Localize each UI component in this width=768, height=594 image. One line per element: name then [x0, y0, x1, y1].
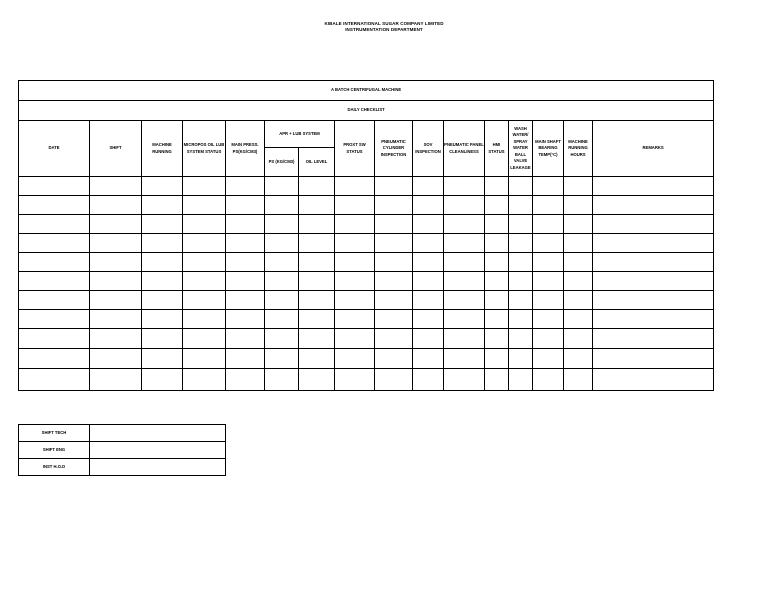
- table-cell[interactable]: [265, 215, 299, 234]
- table-cell[interactable]: [142, 234, 183, 253]
- table-cell[interactable]: [299, 369, 335, 391]
- table-cell[interactable]: [509, 272, 533, 291]
- table-cell[interactable]: [335, 215, 375, 234]
- table-cell[interactable]: [19, 291, 90, 310]
- table-cell[interactable]: [485, 329, 509, 349]
- table-cell[interactable]: [183, 177, 226, 196]
- table-cell[interactable]: [265, 369, 299, 391]
- table-cell[interactable]: [299, 234, 335, 253]
- table-cell[interactable]: [142, 253, 183, 272]
- table-cell[interactable]: [19, 272, 90, 291]
- signoff-table: [18, 424, 226, 476]
- table-cell[interactable]: [90, 310, 142, 329]
- table-cell[interactable]: [375, 177, 413, 196]
- inst-hod-signature-cell[interactable]: [90, 459, 226, 476]
- table-cell[interactable]: [19, 329, 90, 349]
- table-cell[interactable]: [564, 310, 593, 329]
- table-row: [19, 177, 714, 196]
- table-cell[interactable]: [413, 369, 444, 391]
- table-cell[interactable]: [90, 272, 142, 291]
- table-cell[interactable]: [375, 369, 413, 391]
- table-cell[interactable]: [265, 310, 299, 329]
- table-cell[interactable]: [142, 291, 183, 310]
- table-row: [19, 234, 714, 253]
- table-cell[interactable]: [226, 310, 265, 329]
- department-title: INSTRUMENTATION DEPARTMENT: [345, 27, 423, 32]
- table-cell[interactable]: [335, 177, 375, 196]
- table-cell[interactable]: [335, 291, 375, 310]
- table-cell[interactable]: [564, 369, 593, 391]
- table-cell[interactable]: [485, 291, 509, 310]
- table-cell[interactable]: [509, 329, 533, 349]
- col-micropos-oil-lub: MICROPOS OIL LUB SYSTEM STATUS: [183, 121, 226, 177]
- table-cell[interactable]: [509, 369, 533, 391]
- table-cell[interactable]: [299, 310, 335, 329]
- table-cell[interactable]: [444, 369, 485, 391]
- table-cell[interactable]: [19, 215, 90, 234]
- table-cell[interactable]: [593, 329, 714, 349]
- table-cell[interactable]: [265, 234, 299, 253]
- table-cell[interactable]: [226, 215, 265, 234]
- table-cell[interactable]: [335, 196, 375, 215]
- table-cell[interactable]: [19, 349, 90, 369]
- table-cell[interactable]: [485, 349, 509, 369]
- table-cell[interactable]: [142, 215, 183, 234]
- table-cell[interactable]: [265, 196, 299, 215]
- table-cell[interactable]: [183, 253, 226, 272]
- table-cell[interactable]: [265, 329, 299, 349]
- table-cell[interactable]: [19, 234, 90, 253]
- table-cell[interactable]: [335, 369, 375, 391]
- table-cell[interactable]: [375, 234, 413, 253]
- shift-eng-label: SHIFT ENG: [19, 442, 90, 459]
- table-cell[interactable]: [265, 291, 299, 310]
- table-cell[interactable]: [226, 291, 265, 310]
- table-cell[interactable]: [90, 329, 142, 349]
- table-cell[interactable]: [183, 329, 226, 349]
- table-cell[interactable]: [509, 253, 533, 272]
- table-cell[interactable]: [533, 329, 564, 349]
- table-row: [19, 215, 714, 234]
- table-cell[interactable]: [509, 291, 533, 310]
- table-cell[interactable]: [265, 177, 299, 196]
- table-cell[interactable]: [375, 349, 413, 369]
- table-cell[interactable]: [509, 310, 533, 329]
- table-cell[interactable]: [375, 196, 413, 215]
- col-main-press: MAIN PRESS. PS(KG/CM3): [226, 121, 265, 177]
- table-cell[interactable]: [564, 349, 593, 369]
- table-cell[interactable]: [226, 369, 265, 391]
- table-cell[interactable]: [142, 329, 183, 349]
- col-main-shaft-temp: MAIN SHAFT BEARING TEMP(°C): [533, 121, 564, 177]
- table-cell[interactable]: [183, 272, 226, 291]
- table-cell[interactable]: [335, 349, 375, 369]
- table-cell[interactable]: [485, 272, 509, 291]
- table-cell[interactable]: [485, 215, 509, 234]
- table-cell[interactable]: [142, 177, 183, 196]
- table-cell[interactable]: [413, 349, 444, 369]
- shift-tech-label: SHIFT TECH: [19, 425, 90, 442]
- table-cell[interactable]: [413, 177, 444, 196]
- col-pneumatic-cylinder: PNEUMATIC CYLINDER INSPECTION: [375, 121, 413, 177]
- table-cell[interactable]: [375, 253, 413, 272]
- table-cell[interactable]: [593, 177, 714, 196]
- table-cell[interactable]: [444, 177, 485, 196]
- table-cell[interactable]: [564, 272, 593, 291]
- table-cell[interactable]: [413, 253, 444, 272]
- table-cell[interactable]: [90, 291, 142, 310]
- table-cell[interactable]: [593, 291, 714, 310]
- col-remarks: REMARKS: [593, 121, 714, 177]
- table-cell[interactable]: [299, 272, 335, 291]
- table-cell[interactable]: [533, 196, 564, 215]
- table-cell[interactable]: [533, 369, 564, 391]
- table-cell[interactable]: [142, 196, 183, 215]
- table-cell[interactable]: [226, 177, 265, 196]
- col-machine-running: MACHINE RUNNING: [142, 121, 183, 177]
- sheet-subtitle: DAILY CHECKLIST: [19, 101, 714, 121]
- table-cell[interactable]: [593, 310, 714, 329]
- checklist-table: [18, 80, 714, 391]
- table-cell[interactable]: [142, 349, 183, 369]
- col-hmi-status: HMI STATUS: [485, 121, 509, 177]
- col-sov-inspection: SOV INSPECTION: [413, 121, 444, 177]
- col-machine-hours: MACHINE RUNNING HOURS: [564, 121, 593, 177]
- table-cell[interactable]: [299, 253, 335, 272]
- table-row: [19, 291, 714, 310]
- table-cell[interactable]: [413, 272, 444, 291]
- table-cell[interactable]: [19, 369, 90, 391]
- table-cell[interactable]: [299, 349, 335, 369]
- table-cell[interactable]: [335, 253, 375, 272]
- table-cell[interactable]: [142, 272, 183, 291]
- table-cell[interactable]: [335, 272, 375, 291]
- table-cell[interactable]: [90, 177, 142, 196]
- table-cell[interactable]: [444, 196, 485, 215]
- table-row: [19, 329, 714, 349]
- table-cell[interactable]: [299, 329, 335, 349]
- table-cell[interactable]: [485, 196, 509, 215]
- table-cell[interactable]: [593, 369, 714, 391]
- table-cell[interactable]: [564, 253, 593, 272]
- table-cell[interactable]: [226, 234, 265, 253]
- table-cell[interactable]: [375, 310, 413, 329]
- table-cell[interactable]: [265, 253, 299, 272]
- shift-eng-signature-cell[interactable]: [90, 442, 226, 459]
- table-row: [19, 349, 714, 369]
- table-cell[interactable]: [593, 215, 714, 234]
- table-cell[interactable]: [299, 177, 335, 196]
- table-cell[interactable]: [509, 177, 533, 196]
- table-cell[interactable]: [299, 291, 335, 310]
- col-oil-level: OIL LEVEL: [299, 148, 335, 177]
- inst-hod-label: INST H.O.D: [19, 459, 90, 476]
- table-cell[interactable]: [183, 310, 226, 329]
- table-cell[interactable]: [533, 291, 564, 310]
- table-cell[interactable]: [183, 349, 226, 369]
- table-cell[interactable]: [444, 272, 485, 291]
- table-cell[interactable]: [533, 234, 564, 253]
- table-cell[interactable]: [19, 310, 90, 329]
- table-cell[interactable]: [90, 215, 142, 234]
- table-cell[interactable]: [226, 253, 265, 272]
- table-cell[interactable]: [593, 272, 714, 291]
- table-cell[interactable]: [90, 253, 142, 272]
- table-cell[interactable]: [299, 196, 335, 215]
- table-cell[interactable]: [509, 349, 533, 369]
- table-cell[interactable]: [444, 291, 485, 310]
- table-cell[interactable]: [485, 177, 509, 196]
- table-row: [19, 196, 714, 215]
- shift-tech-signature-cell[interactable]: [90, 425, 226, 442]
- table-cell[interactable]: [485, 310, 509, 329]
- table-cell[interactable]: [533, 349, 564, 369]
- table-cell[interactable]: [485, 253, 509, 272]
- table-cell[interactable]: [533, 310, 564, 329]
- table-cell[interactable]: [413, 329, 444, 349]
- table-cell[interactable]: [226, 272, 265, 291]
- table-cell[interactable]: [142, 369, 183, 391]
- col-shift: SHIFT: [90, 121, 142, 177]
- table-cell[interactable]: [564, 329, 593, 349]
- table-cell[interactable]: [90, 349, 142, 369]
- table-cell[interactable]: [335, 329, 375, 349]
- table-cell[interactable]: [413, 215, 444, 234]
- table-cell[interactable]: [226, 196, 265, 215]
- table-cell[interactable]: [375, 272, 413, 291]
- table-cell[interactable]: [564, 177, 593, 196]
- table-cell[interactable]: [413, 196, 444, 215]
- table-row: [19, 369, 714, 391]
- col-wash-water: WASH WATER/ SPRAY WATER BALL VALVE LEAKAGE: [509, 121, 533, 177]
- table-cell[interactable]: [226, 349, 265, 369]
- table-cell[interactable]: [533, 253, 564, 272]
- table-cell[interactable]: [90, 369, 142, 391]
- col-proxt-sw: PROXT SW STATUS: [335, 121, 375, 177]
- table-cell[interactable]: [533, 272, 564, 291]
- table-cell[interactable]: [485, 369, 509, 391]
- table-row: [19, 253, 714, 272]
- col-group-apr-lub: APR + LUB SYSTEM: [265, 121, 335, 148]
- table-cell[interactable]: [90, 196, 142, 215]
- table-cell[interactable]: [444, 234, 485, 253]
- table-cell[interactable]: [19, 253, 90, 272]
- table-cell[interactable]: [183, 291, 226, 310]
- table-cell[interactable]: [444, 329, 485, 349]
- table-cell[interactable]: [413, 310, 444, 329]
- table-cell[interactable]: [593, 234, 714, 253]
- table-cell[interactable]: [413, 234, 444, 253]
- table-cell[interactable]: [444, 215, 485, 234]
- table-cell[interactable]: [375, 329, 413, 349]
- col-date: DATE: [19, 121, 90, 177]
- table-cell[interactable]: [299, 215, 335, 234]
- table-cell[interactable]: [509, 234, 533, 253]
- table-cell[interactable]: [533, 177, 564, 196]
- table-cell[interactable]: [19, 196, 90, 215]
- table-cell[interactable]: [564, 291, 593, 310]
- table-row: [19, 272, 714, 291]
- company-title: KIBALE INTERNATIONAL SUGAR COMPANY LIMITED: [324, 21, 444, 26]
- sheet-title: A BATCH CENTRIFUGAL MACHINE: [19, 81, 714, 101]
- table-cell[interactable]: [413, 291, 444, 310]
- table-cell[interactable]: [485, 234, 509, 253]
- table-row: [19, 310, 714, 329]
- table-cell[interactable]: [265, 272, 299, 291]
- table-cell[interactable]: [335, 234, 375, 253]
- table-cell[interactable]: [183, 234, 226, 253]
- table-cell[interactable]: [19, 177, 90, 196]
- table-cell[interactable]: [564, 196, 593, 215]
- table-cell[interactable]: [593, 253, 714, 272]
- table-cell[interactable]: [375, 291, 413, 310]
- table-cell[interactable]: [593, 196, 714, 215]
- table-cell[interactable]: [564, 215, 593, 234]
- table-cell[interactable]: [564, 234, 593, 253]
- table-cell[interactable]: [335, 310, 375, 329]
- table-cell[interactable]: [183, 369, 226, 391]
- table-cell[interactable]: [444, 310, 485, 329]
- table-cell[interactable]: [533, 215, 564, 234]
- table-cell[interactable]: [444, 349, 485, 369]
- table-cell[interactable]: [593, 349, 714, 369]
- col-pneumatic-panel: PNEUMATIC PANEL CLEANLINESS: [444, 121, 485, 177]
- col-ps: PS (KG/CM3): [265, 148, 299, 177]
- table-cell[interactable]: [226, 329, 265, 349]
- table-cell[interactable]: [509, 196, 533, 215]
- table-cell[interactable]: [183, 196, 226, 215]
- table-cell[interactable]: [509, 215, 533, 234]
- table-cell[interactable]: [90, 234, 142, 253]
- table-cell[interactable]: [375, 215, 413, 234]
- table-cell[interactable]: [444, 253, 485, 272]
- table-cell[interactable]: [142, 310, 183, 329]
- table-cell[interactable]: [265, 349, 299, 369]
- table-cell[interactable]: [183, 215, 226, 234]
